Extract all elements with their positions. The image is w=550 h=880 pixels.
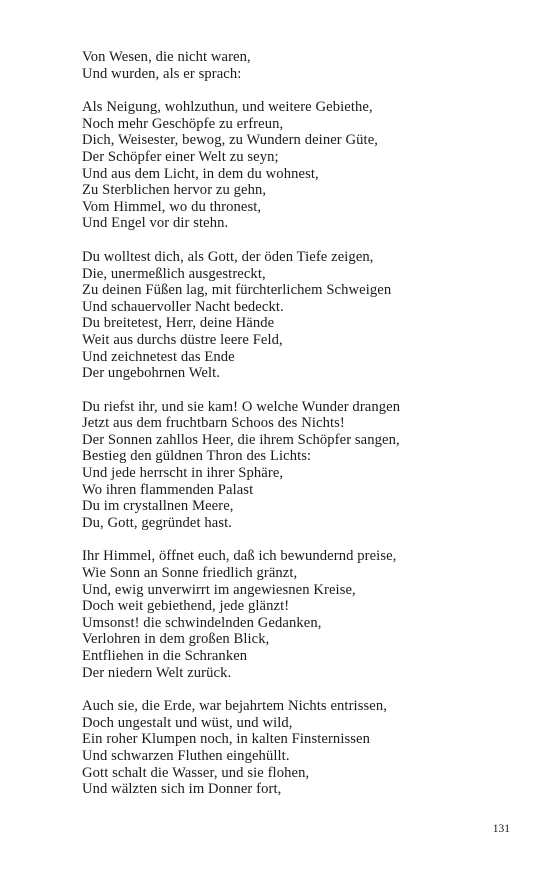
verse-line: Entfliehen in die Schranken — [82, 648, 248, 664]
verse-line: Zu deinen Füßen lag, mit fürchterlichem Schweigen — [82, 282, 392, 299]
verse-line: Als Neigung, wohlzuthun, und weitere Gebiethe, — [82, 99, 373, 116]
verse-line: Gott schalt die Wasser, und sie flohen, — [82, 764, 310, 781]
verse-line: Umsonst! die schwindelnden Gedanken, — [82, 614, 322, 631]
stanza — [82, 49, 522, 82]
verse-line: Und schauervoller Nacht bedeckt. — [82, 298, 284, 315]
stanza — [82, 99, 522, 232]
verse-line: Und Engel vor dir stehn. — [82, 215, 229, 232]
verse-line: Und jede herrscht in ihrer Sphäre, — [82, 465, 284, 482]
verse-line: Und wälzten sich im Donner fort, — [82, 781, 282, 798]
stanza — [82, 548, 522, 681]
verse-line: Weit aus durchs düstre leere Feld, — [82, 331, 283, 348]
verse-line: Ein roher Klumpen noch, in kalten Finsternissen — [82, 731, 371, 748]
verse-line: Der Schöpfer einer Welt zu seyn; — [82, 148, 279, 165]
verse-line: Du, Gott, gegründet hast. — [82, 514, 233, 531]
verse-line: Wie Sonn an Sonne friedlich gränzt, — [82, 565, 298, 582]
verse-line: Die, unermeßlich ausgestreckt, — [82, 265, 266, 282]
verse-line: Und, ewig unverwirrt im angewiesnen Kreise, — [82, 581, 356, 598]
verse-line: Der Sonnen zahllos Heer, die ihrem Schöpfer sangen, — [82, 431, 400, 448]
verse-line: Jetzt aus dem fruchtbarn Schoos des Nichts! — [82, 415, 345, 432]
verse-line: Der ungebohrnen Welt. — [82, 365, 221, 382]
verse-line: Noch mehr Geschöpfe zu erfreun, — [82, 115, 284, 132]
verse-line: Von Wesen, die nicht waren, — [82, 49, 251, 65]
verse-line: Ihr Himmel, öffnet euch, daß ich bewundernd preise, — [82, 548, 397, 565]
stanza — [82, 698, 522, 798]
stanza — [82, 399, 522, 532]
verse-line: Doch weit gebiethend, jede glänzt! — [82, 598, 290, 615]
verse-line: Und zeichnetest das Ende — [82, 348, 235, 365]
verse-line: Du wolltest dich, als Gott, der öden Tiefe zeigen, — [82, 248, 374, 265]
verse-line: Der niedern Welt zurück. — [82, 664, 232, 681]
verse-line: Bestieg den güldnen Thron des Lichts: — [82, 448, 312, 465]
verse-line: Auch sie, die Erde, war bejahrtem Nichts entrissen, — [82, 698, 387, 715]
verse-line: Und aus dem Licht, in dem du wohnest, — [82, 165, 319, 182]
verse-line: Wo ihren flammenden Palast — [82, 481, 254, 498]
verse-line: Und schwarzen Fluthen eingehüllt. — [82, 747, 290, 764]
verse-line: Du breitetest, Herr, deine Hände — [82, 315, 275, 332]
verse-line: Zu Sterblichen hervor zu gehn, — [82, 182, 267, 199]
verse-line: Doch ungestalt und wüst, und wild, — [82, 714, 293, 731]
verse-line: Dich, Weisester, bewog, zu Wundern deiner Güte, — [82, 132, 379, 149]
verse-line: Du riefst ihr, und sie kam! O welche Wunder drangen — [82, 398, 401, 415]
verse-line: Vom Himmel, wo du thronest, — [82, 198, 262, 215]
stanza — [82, 249, 522, 382]
verse-line: Verlohren in dem großen Blick, — [82, 631, 270, 648]
verse-line: Und wurden, als er sprach: — [82, 65, 242, 82]
page-number: 131 — [492, 823, 510, 835]
poem-text — [82, 49, 522, 815]
verse-line: Du im crystallnen Meere, — [82, 498, 234, 515]
